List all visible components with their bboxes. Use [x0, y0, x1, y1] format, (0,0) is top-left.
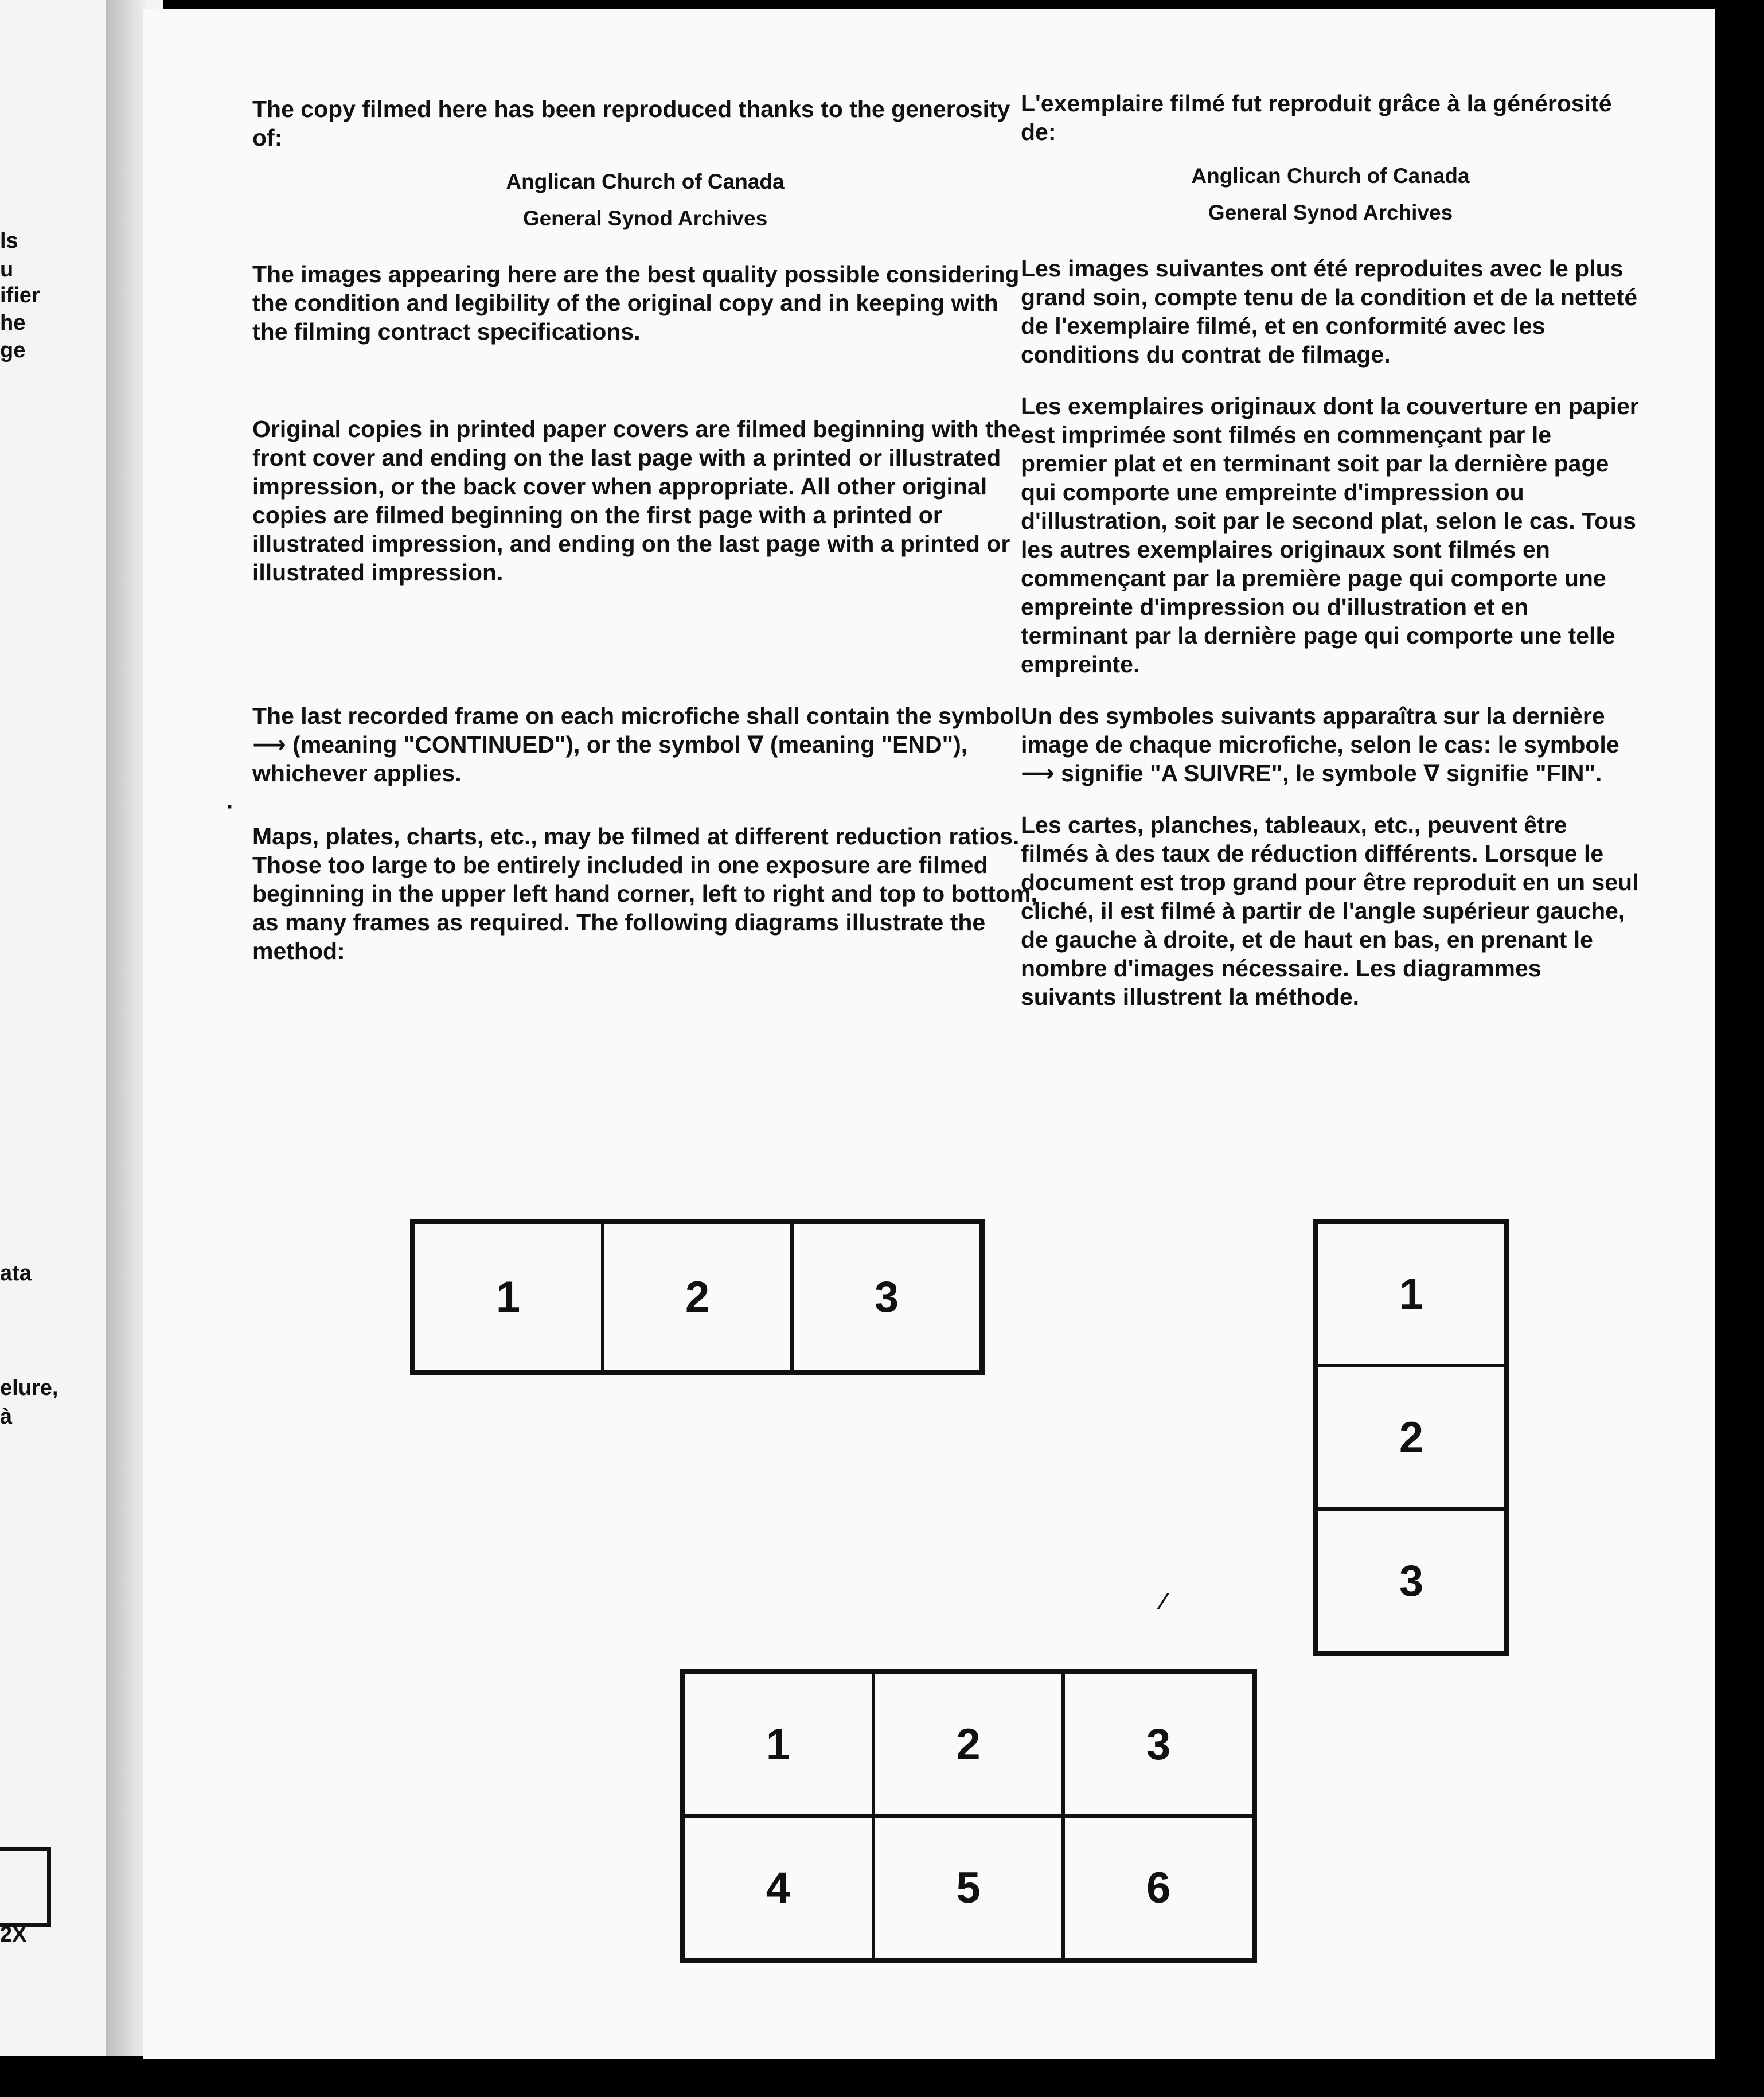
- diagram-cell: 1: [683, 1673, 873, 1816]
- adjacent-text-fragment: ata: [0, 1261, 32, 1285]
- document-page: [143, 9, 1715, 2059]
- bullet-mark: ·: [227, 794, 235, 820]
- english-para4: Maps, plates, charts, etc., may be filmed at different reduction ratios. Those too large to be entirely included in one exposure are filmed beginning in the upper left hand corner, left to right and top to bottom, as many frames as required. The following diagrams illustrate the method:: [252, 823, 1037, 964]
- adjacent-box-label: 2X: [0, 1923, 27, 1947]
- diagram-cell: 6: [1063, 1816, 1254, 1959]
- adjacent-text-fragment: ifier: [0, 283, 40, 307]
- adjacent-text-fragment: u: [0, 258, 14, 282]
- adjacent-text-fragment: à: [0, 1405, 13, 1429]
- english-intro: The copy filmed here has been reproduced thanks to the generosity of:: [252, 96, 1010, 151]
- diagram-cell: 4: [683, 1816, 873, 1959]
- english-org-line2: General Synod Archives: [522, 206, 768, 230]
- english-para3: The last recorded frame on each microfiche shall contain the symbol ⟶ (meaning "CONTINUED"), or the symbol ∇ (meaning "END"), whichever applies.: [252, 703, 1021, 786]
- adjacent-text-fragment: ge: [0, 338, 26, 363]
- diagram-cell: 2: [603, 1222, 792, 1371]
- adjacent-text-fragment: ls: [0, 229, 18, 253]
- french-para3: Un des symboles suivants apparaîtra sur la dernière image de chaque microfiche, selon le cas: le symbole ⟶ signifie "A SUIVRE", le symbole ∇ signifie "FIN".: [1021, 703, 1619, 786]
- diagram-cell: 3: [792, 1222, 981, 1371]
- diagram-cell: 2: [1317, 1366, 1506, 1509]
- diagram-cell: 5: [873, 1816, 1064, 1959]
- french-column: [1021, 89, 1640, 1011]
- english-org: [252, 163, 1038, 237]
- page-gutter-shadow: [106, 0, 146, 2056]
- adjacent-text-fragment: elure,: [0, 1376, 58, 1400]
- french-para2: Les exemplaires originaux dont la couverture en papier est imprimée sont filmés en commençant par le premier plat et en terminant soit par la dernière page qui comporte une empreinte d'impression ou d'illustration, soit par le second plat, selon le cas. Tous les autres exemplaires originaux sont filmés en commençant par la première page qui comporte une empreinte d'impression ou d'illustration et en terminant par la dernière page qui comporte une telle empreinte.: [1021, 393, 1639, 677]
- english-para2: Original copies in printed paper covers are filmed beginning with the front cover and ending on the last page with a printed or illustrated impression, or the back cover when appropriate. All other original copies are filmed beginning on the first page with a printed or illustrated impression, and ending on the last page with a printed or illustrated impression.: [252, 416, 1021, 586]
- french-org-line1: Anglican Church of Canada: [1191, 164, 1470, 188]
- diagram-cell: 3: [1317, 1509, 1506, 1652]
- adjacent-box: [0, 1847, 51, 1927]
- diagram-cell: 3: [1063, 1673, 1254, 1816]
- english-org-line1: Anglican Church of Canada: [506, 170, 785, 193]
- french-para1: Les images suivantes ont été reproduites avec le plus grand soin, compte tenu de la condition et de la netteté de l'exemplaire filmé, et en conformité avec les conditions du contrat de filmage.: [1021, 255, 1638, 368]
- french-org-line2: General Synod Archives: [1208, 201, 1453, 224]
- diagram-grid: [680, 1669, 1257, 1963]
- english-para1: The images appearing here are the best quality possible considering the condition and legibility of the original copy and in keeping with the filming contract specifications.: [252, 261, 1020, 345]
- stray-mark: ⁄: [1161, 1589, 1165, 1614]
- french-intro: L'exemplaire filmé fut reproduit grâce à la générosité de:: [1021, 90, 1612, 145]
- diagram-vertical: [1313, 1219, 1509, 1656]
- diagram-cell: 1: [1317, 1222, 1506, 1366]
- english-column: [252, 95, 1038, 965]
- french-org: [1021, 158, 1640, 231]
- diagram-horizontal: [410, 1219, 985, 1375]
- french-para4: Les cartes, planches, tableaux, etc., peuvent être filmés à des taux de réduction différents. Lorsque le document est trop grand pour être reproduit en un seul cliché, il est filmé à partir de l'angle supérieur gauche, de gauche à droite, et de haut en bas, en prenant le nombre d'images nécessaire. Les diagrammes suivants illustrent la méthode.: [1021, 812, 1639, 1010]
- diagram-cell: 2: [873, 1673, 1064, 1816]
- adjacent-text-fragment: he: [0, 311, 26, 335]
- diagram-cell: 1: [413, 1222, 603, 1371]
